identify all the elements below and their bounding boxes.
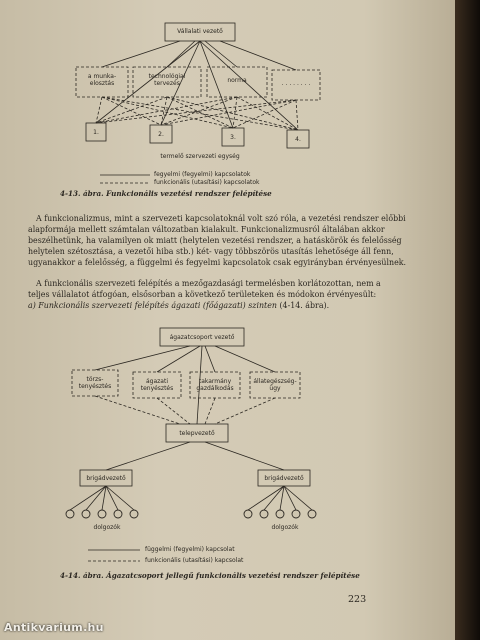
- d2-workers-1-label: dolgozók: [93, 524, 121, 531]
- d1-unit-4-label: 4.: [295, 136, 301, 143]
- para1-line4: helytelen szétosztása, a vezetői hiba stb.) két- vagy többszörös utasítás lehetősége áll fenn,: [28, 247, 394, 256]
- d1-box-4-label: . . . . . . . .: [281, 80, 311, 87]
- para1-line2: alapformája mellett számtalan változatban kialakult. Funkcionalizmusról általában akkor: [28, 225, 385, 234]
- d1-unit-3-label: 3.: [230, 134, 236, 141]
- page-number: 223: [348, 594, 367, 605]
- para1-line1: A funkcionalizmus, mint a szervezeti kapcsolatoknál volt szó róla, a vezetési rendszer előbbi: [36, 214, 406, 223]
- item-a-tail: (4-14. ábra).: [276, 301, 330, 310]
- d2-top-label: ágazatcsoport vezető: [169, 334, 235, 341]
- d1-legend-dashed: funkcionális (utasítási) kapcsolatok: [154, 179, 260, 186]
- d2-workers-2-label: dolgozók: [271, 524, 299, 531]
- d1-bottom-label: termelő szervezeti egység: [160, 153, 240, 160]
- worker-circle: [82, 510, 90, 518]
- book-binding: [455, 0, 480, 640]
- d2-mid-label: telepvezető: [179, 430, 215, 437]
- worker-circle: [260, 510, 268, 518]
- d2-box-4-label: állategészség- ügy: [253, 378, 297, 392]
- d2-leader-2-label: brigádvezető: [264, 475, 304, 482]
- d2-legend-dashed: funkcionális (utasítási) kapcsolat: [145, 557, 244, 564]
- item-a: [28, 300, 329, 311]
- worker-circle: [276, 510, 284, 518]
- watermark: Antikvarium.hu: [4, 621, 104, 634]
- worker-circle: [66, 510, 74, 518]
- d1-unit-2-label: 2.: [158, 131, 164, 138]
- d2-box-2-label: ágazati tenyésztés: [140, 378, 174, 392]
- d1-caption: 4-13. ábra. Funkcionális vezetési rendszer felépítése: [60, 189, 272, 198]
- d1-unit-1-label: 1.: [93, 129, 99, 136]
- d1-box-2-label: technológiai tervezés: [148, 73, 186, 87]
- worker-circle: [292, 510, 300, 518]
- d2-caption: 4-14. ábra. Ágazatcsoport jellegű funkcionális vezetési rendszer felépítése: [60, 571, 360, 580]
- worker-circle: [114, 510, 122, 518]
- d2-leader-1-label: brigádvezető: [86, 475, 126, 482]
- worker-circle: [98, 510, 106, 518]
- item-a-italic: a) Funkcionális szervezeti felépítés ágazati (főágazati) szinten: [28, 301, 277, 310]
- para2-line1: A funkcionális szervezeti felépítés a mezőgazdasági termelésben korlátozottan, nem a: [36, 279, 381, 288]
- d1-box-1-label: a munka- elosztás: [87, 73, 117, 87]
- d2-legend-solid: függelmi (fegyelmi) kapcsolat: [145, 546, 235, 553]
- d1-box-3-label: norma: [227, 77, 247, 84]
- worker-circle: [244, 510, 252, 518]
- para1-line3: beszélhetünk, ha valamilyen ok miatt (helytelen vezetési rendszer, a hatáskörök és felelősség: [28, 236, 402, 245]
- worker-circle: [130, 510, 138, 518]
- worker-circle: [308, 510, 316, 518]
- para2-line2: teljes vállalatot átfogóan, elsősorban a következő területeken és módokon érvényesült:: [28, 290, 377, 299]
- d2-box-3-label: takarmány gazdálkodás: [196, 378, 234, 392]
- d2-box-1-label: törzs- tenyésztés: [78, 376, 112, 390]
- d1-top-label: Vállalati vezető: [177, 28, 223, 35]
- para1-line5: ugyanakkor a felelősség, a függelmi és fegyelmi kapcsolatok csak egyirányban érvényesülnek.: [28, 258, 407, 267]
- d1-legend-solid: fegyelmi (fegyelmi) kapcsolatok: [154, 171, 251, 178]
